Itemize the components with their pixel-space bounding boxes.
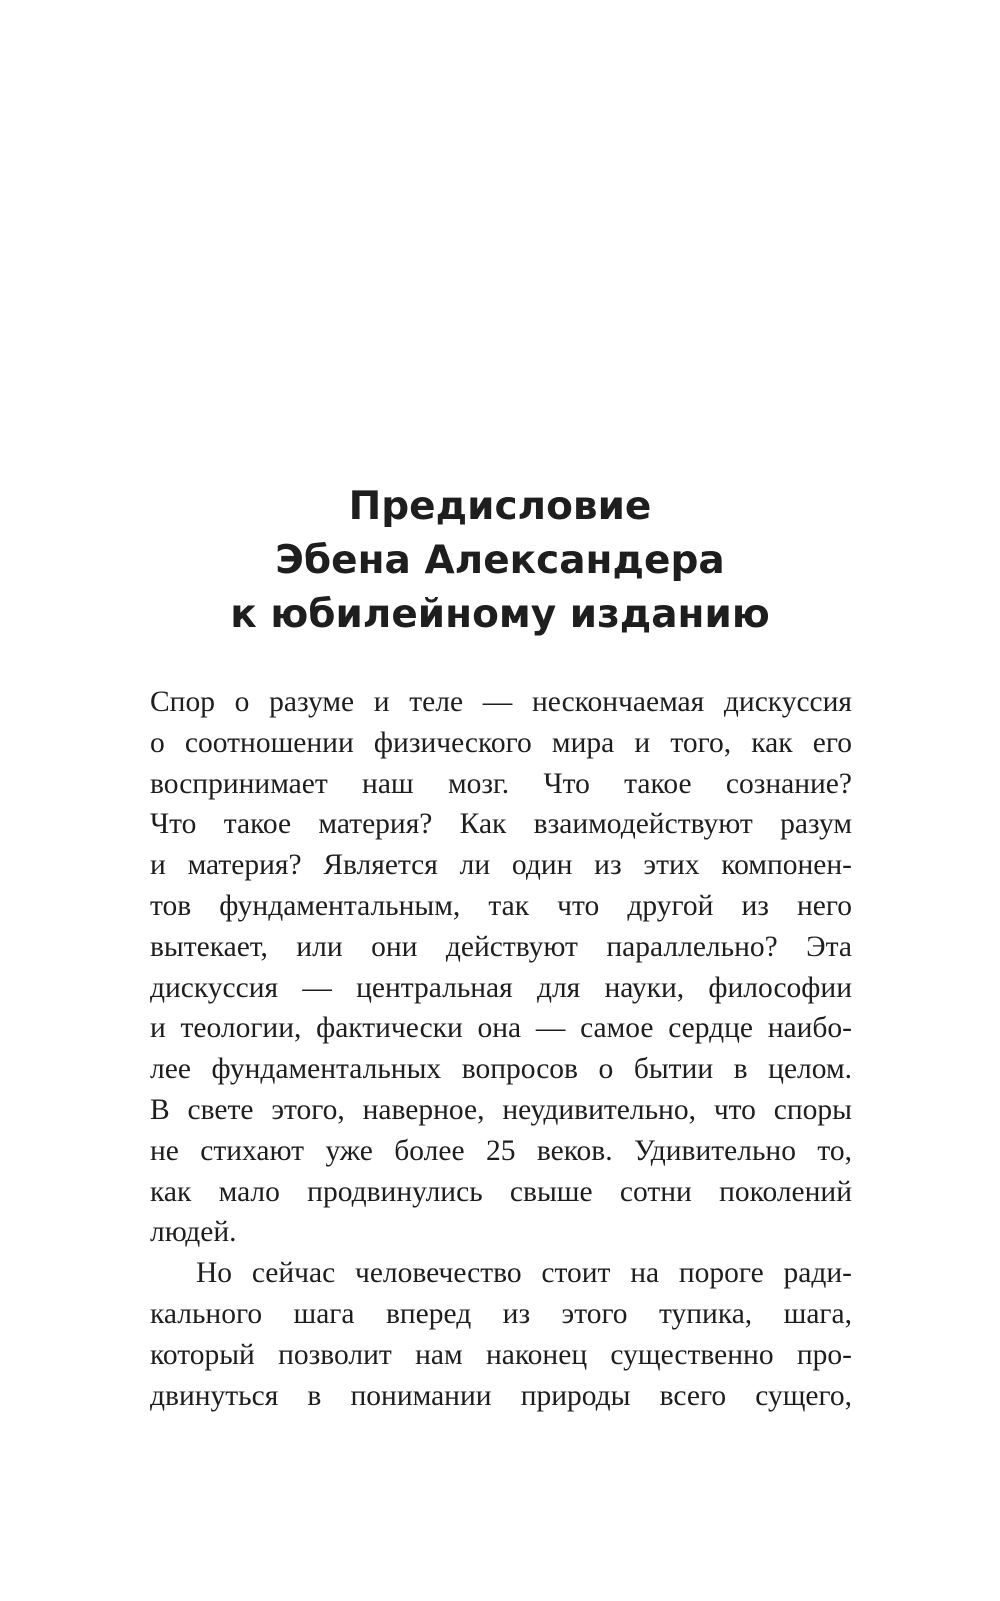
text-line: В свете этого, наверное, неудивительно, что споры bbox=[150, 1093, 852, 1126]
text-line: воспринимает наш мозг. Что такое сознание? bbox=[150, 767, 852, 800]
chapter-title-line: Эбена Александера bbox=[275, 538, 725, 583]
text-line: не стихают уже более 25 веков. Удивительно то, bbox=[150, 1134, 852, 1167]
text-line: людей. bbox=[150, 1216, 237, 1249]
text-line: лее фундаментальных вопросов о бытии в целом. bbox=[150, 1053, 852, 1086]
chapter-title-line: к юбилейному изданию bbox=[230, 592, 770, 637]
text-line: и теологии, фактически она — самое сердце наибо- bbox=[150, 1012, 852, 1045]
chapter-title bbox=[150, 480, 850, 642]
text-line: как мало продвинулись свыше сотни поколений bbox=[150, 1175, 852, 1208]
text-line: и материя? Является ли один из этих компонен- bbox=[150, 849, 852, 882]
text-line: двинуться в понимании природы всего сущего, bbox=[150, 1379, 852, 1412]
paragraph-2 bbox=[150, 1253, 852, 1416]
text-line: Спор о разуме и теле — нескончаемая дискуссия bbox=[150, 686, 852, 718]
text-line: тов фундаментальным, так что другой из него bbox=[150, 889, 852, 922]
text-line: о соотношении физического мира и того, как его bbox=[150, 726, 852, 759]
text-line: который позволит нам наконец существенно про- bbox=[150, 1338, 852, 1371]
text-line: дискуссия — центральная для науки, философии bbox=[150, 971, 852, 1004]
chapter-title-line: Предисловие bbox=[348, 484, 652, 529]
text-line: вытекает, или они действуют параллельно? Эта bbox=[150, 930, 852, 963]
text-line: кального шага вперед из этого тупика, шага, bbox=[150, 1297, 852, 1330]
text-line: Что такое материя? Как взаимодействуют разум bbox=[150, 808, 852, 841]
text-line: Но сейчас человечество стоит на пороге ради- bbox=[196, 1257, 852, 1290]
paragraph-1 bbox=[150, 682, 852, 1253]
body-text bbox=[150, 682, 852, 1416]
